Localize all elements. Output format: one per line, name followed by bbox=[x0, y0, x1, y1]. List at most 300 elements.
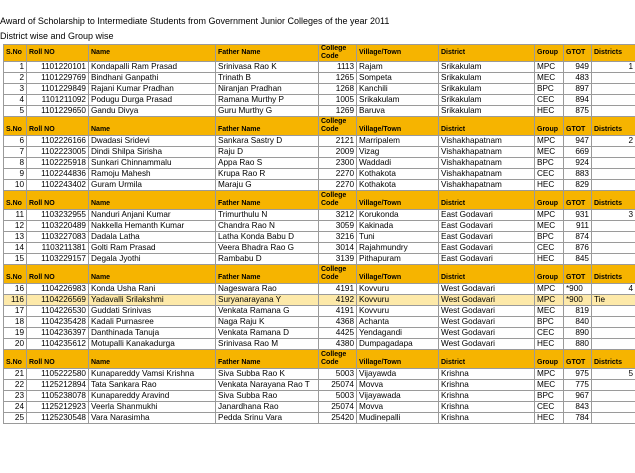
cell-districts: Tie bbox=[592, 295, 635, 306]
header-village: Village/Town bbox=[357, 45, 439, 62]
cell-father: Siva Subba Rao bbox=[216, 391, 319, 402]
cell-code: 3139 bbox=[319, 254, 357, 265]
header-father: Father Name bbox=[216, 117, 319, 136]
cell-roll: 1104236397 bbox=[27, 328, 89, 339]
cell-father: Venkata Ramana G bbox=[216, 306, 319, 317]
cell-roll: 1102223005 bbox=[27, 147, 89, 158]
cell-father: Trinath B bbox=[216, 73, 319, 84]
header-roll: Roll NO bbox=[27, 117, 89, 136]
cell-roll: 1103229157 bbox=[27, 254, 89, 265]
cell-districts bbox=[592, 106, 635, 117]
cell-father: Latha Konda Babu D bbox=[216, 232, 319, 243]
cell-gtot: 669 bbox=[564, 147, 592, 158]
cell-code: 3014 bbox=[319, 243, 357, 254]
cell-district: Krishna bbox=[439, 369, 535, 380]
header-father: Father Name bbox=[216, 350, 319, 369]
header-code-label: Code bbox=[321, 53, 339, 60]
cell-roll: 1105222580 bbox=[27, 369, 89, 380]
cell-districts bbox=[592, 169, 635, 180]
cell-gtot: 775 bbox=[564, 380, 592, 391]
cell-name: Dadala Latha bbox=[89, 232, 216, 243]
cell-district: Srikakulam bbox=[439, 95, 535, 106]
header-districts: Districts bbox=[592, 117, 635, 136]
header-district: District bbox=[439, 45, 535, 62]
cell-gtot: 949 bbox=[564, 62, 592, 73]
table-row bbox=[4, 95, 635, 106]
cell-gtot: 975 bbox=[564, 369, 592, 380]
cell-gtot: 924 bbox=[564, 158, 592, 169]
cell-sno: 4 bbox=[4, 95, 27, 106]
cell-districts bbox=[592, 391, 635, 402]
cell-group: BPC bbox=[535, 391, 564, 402]
table-row bbox=[4, 402, 635, 413]
header-gtot: GTOT bbox=[564, 350, 592, 369]
cell-sno: 15 bbox=[4, 254, 27, 265]
cell-gtot: 890 bbox=[564, 328, 592, 339]
cell-roll: 1104235428 bbox=[27, 317, 89, 328]
cell-name: Veerla Shanmukhi bbox=[89, 402, 216, 413]
cell-code: 2300 bbox=[319, 158, 357, 169]
cell-sno: 17 bbox=[4, 306, 27, 317]
header-gtot: GTOT bbox=[564, 265, 592, 284]
cell-roll: 1101229849 bbox=[27, 84, 89, 95]
cell-name: Podugu Durga Prasad bbox=[89, 95, 216, 106]
header-college-label: College bbox=[321, 351, 347, 358]
cell-name: Kunapareddy Vamsi Krishna bbox=[89, 369, 216, 380]
cell-districts: 5 bbox=[592, 369, 635, 380]
cell-code: 1268 bbox=[319, 84, 357, 95]
table-row bbox=[4, 62, 635, 73]
header-districts: Districts bbox=[592, 350, 635, 369]
header-village: Village/Town bbox=[357, 191, 439, 210]
cell-village: Marripalem bbox=[357, 136, 439, 147]
header-roll: Roll NO bbox=[27, 45, 89, 62]
table-row bbox=[4, 328, 635, 339]
header-college-label: College bbox=[321, 266, 347, 273]
table-row bbox=[4, 380, 635, 391]
cell-district: West Godavari bbox=[439, 328, 535, 339]
cell-sno: 18 bbox=[4, 317, 27, 328]
cell-code: 4425 bbox=[319, 328, 357, 339]
header-districts: Districts bbox=[592, 265, 635, 284]
cell-district: East Godavari bbox=[439, 221, 535, 232]
cell-districts bbox=[592, 380, 635, 391]
cell-village: Mudinepalli bbox=[357, 413, 439, 424]
cell-roll: 1102226166 bbox=[27, 136, 89, 147]
cell-sno: 21 bbox=[4, 369, 27, 380]
cell-village: Sompeta bbox=[357, 73, 439, 84]
cell-group: BPC bbox=[535, 317, 564, 328]
cell-code: 2121 bbox=[319, 136, 357, 147]
cell-village: Kothakota bbox=[357, 180, 439, 191]
cell-father: Pedda Srinu Vara bbox=[216, 413, 319, 424]
header-village: Village/Town bbox=[357, 350, 439, 369]
cell-village: Kothakota bbox=[357, 169, 439, 180]
header-college-code bbox=[319, 45, 357, 62]
cell-gtot: 883 bbox=[564, 169, 592, 180]
cell-group: MPC bbox=[535, 210, 564, 221]
table-row bbox=[4, 106, 635, 117]
cell-gtot: 840 bbox=[564, 317, 592, 328]
cell-group: HEC bbox=[535, 254, 564, 265]
table-row bbox=[4, 339, 635, 350]
cell-sno: 11 bbox=[4, 210, 27, 221]
cell-gtot: 819 bbox=[564, 306, 592, 317]
cell-districts bbox=[592, 180, 635, 191]
cell-roll: 1101229650 bbox=[27, 106, 89, 117]
cell-name: Degala Jyothi bbox=[89, 254, 216, 265]
cell-sno: 12 bbox=[4, 221, 27, 232]
cell-gtot: 829 bbox=[564, 180, 592, 191]
cell-roll: 1103220489 bbox=[27, 221, 89, 232]
cell-village: Vijayawda bbox=[357, 369, 439, 380]
cell-village: Kovvuru bbox=[357, 284, 439, 295]
cell-village: Rajahmundry bbox=[357, 243, 439, 254]
header-row bbox=[4, 117, 635, 136]
cell-districts: 2 bbox=[592, 136, 635, 147]
cell-sno: 1 bbox=[4, 62, 27, 73]
table-row bbox=[4, 221, 635, 232]
table-row bbox=[4, 254, 635, 265]
cell-father: Maraju G bbox=[216, 180, 319, 191]
cell-group: HEC bbox=[535, 180, 564, 191]
cell-sno: 6 bbox=[4, 136, 27, 147]
cell-district: Srikakulam bbox=[439, 73, 535, 84]
cell-code: 1269 bbox=[319, 106, 357, 117]
cell-code: 2270 bbox=[319, 180, 357, 191]
cell-district: Vishakhapatnam bbox=[439, 169, 535, 180]
cell-code: 5003 bbox=[319, 391, 357, 402]
cell-district: East Godavari bbox=[439, 243, 535, 254]
cell-sno: 16 bbox=[4, 284, 27, 295]
cell-roll: 1101211092 bbox=[27, 95, 89, 106]
cell-gtot: 931 bbox=[564, 210, 592, 221]
header-roll: Roll NO bbox=[27, 265, 89, 284]
cell-district: Vishakhapatnam bbox=[439, 158, 535, 169]
cell-roll: 1104226569 bbox=[27, 295, 89, 306]
cell-group: CEC bbox=[535, 243, 564, 254]
cell-group: HEC bbox=[535, 339, 564, 350]
title: Award of Scholarship to Intermediate Students from Government Junior Colleges of the year 2011 bbox=[0, 16, 390, 26]
cell-group: MEC bbox=[535, 306, 564, 317]
header-gtot: GTOT bbox=[564, 45, 592, 62]
table-row bbox=[4, 84, 635, 95]
cell-name: Dindi Shilpa Sirisha bbox=[89, 147, 216, 158]
cell-roll: 1104235612 bbox=[27, 339, 89, 350]
header-name: Name bbox=[89, 117, 216, 136]
cell-father: Appa Rao S bbox=[216, 158, 319, 169]
cell-districts bbox=[592, 95, 635, 106]
cell-village: Rajam bbox=[357, 62, 439, 73]
cell-district: Krishna bbox=[439, 391, 535, 402]
cell-roll: 1125212923 bbox=[27, 402, 89, 413]
cell-district: West Godavari bbox=[439, 284, 535, 295]
header-district: District bbox=[439, 191, 535, 210]
cell-name: Vara Narasimha bbox=[89, 413, 216, 424]
cell-sno: 3 bbox=[4, 84, 27, 95]
cell-roll: 1104226530 bbox=[27, 306, 89, 317]
header-sno: S.No bbox=[4, 350, 27, 369]
cell-name: Tata Sankara Rao bbox=[89, 380, 216, 391]
cell-group: HEC bbox=[535, 106, 564, 117]
cell-code: 5003 bbox=[319, 369, 357, 380]
cell-father: Rambabu D bbox=[216, 254, 319, 265]
cell-name: Yadavalli Srilakshmi bbox=[89, 295, 216, 306]
cell-name: Guram Urmila bbox=[89, 180, 216, 191]
cell-group: MPC bbox=[535, 62, 564, 73]
cell-gtot: 784 bbox=[564, 413, 592, 424]
table-row bbox=[4, 136, 635, 147]
header-roll: Roll NO bbox=[27, 191, 89, 210]
cell-sno: 9 bbox=[4, 169, 27, 180]
cell-code: 1113 bbox=[319, 62, 357, 73]
header-gtot: GTOT bbox=[564, 191, 592, 210]
cell-group: MEC bbox=[535, 221, 564, 232]
cell-father: Suryanarayana Y bbox=[216, 295, 319, 306]
cell-village: Yendagandi bbox=[357, 328, 439, 339]
cell-name: Kondapalli Ram Prasad bbox=[89, 62, 216, 73]
cell-districts bbox=[592, 243, 635, 254]
cell-district: Vishakhapatnam bbox=[439, 147, 535, 158]
cell-name: Bindhani Ganpathi bbox=[89, 73, 216, 84]
cell-sno: 116 bbox=[4, 295, 27, 306]
cell-roll: 1104226983 bbox=[27, 284, 89, 295]
cell-village: Movva bbox=[357, 402, 439, 413]
cell-village: Vijayawada bbox=[357, 391, 439, 402]
cell-code: 4191 bbox=[319, 306, 357, 317]
cell-districts: 1 bbox=[592, 62, 635, 73]
cell-roll: 1101229769 bbox=[27, 73, 89, 84]
cell-sno: 2 bbox=[4, 73, 27, 84]
cell-name: Gandu Divya bbox=[89, 106, 216, 117]
cell-sno: 7 bbox=[4, 147, 27, 158]
cell-code: 25074 bbox=[319, 402, 357, 413]
cell-father: Krupa Rao R bbox=[216, 169, 319, 180]
cell-village: Dumpagadapa bbox=[357, 339, 439, 350]
cell-father: Raju D bbox=[216, 147, 319, 158]
cell-code: 4380 bbox=[319, 339, 357, 350]
header-code-label: Code bbox=[321, 359, 339, 366]
cell-father: Nageswara Rao bbox=[216, 284, 319, 295]
cell-district: Srikakulam bbox=[439, 106, 535, 117]
header-code-label: Code bbox=[321, 274, 339, 281]
cell-code: 1265 bbox=[319, 73, 357, 84]
cell-code: 2270 bbox=[319, 169, 357, 180]
cell-name: Motupalli Kanakadurga bbox=[89, 339, 216, 350]
cell-gtot: 843 bbox=[564, 402, 592, 413]
table-row bbox=[4, 243, 635, 254]
cell-sno: 5 bbox=[4, 106, 27, 117]
header-code-label: Code bbox=[321, 200, 339, 207]
cell-gtot: *900 bbox=[564, 284, 592, 295]
cell-districts bbox=[592, 254, 635, 265]
cell-district: West Godavari bbox=[439, 339, 535, 350]
header-district: District bbox=[439, 265, 535, 284]
cell-district: Krishna bbox=[439, 402, 535, 413]
cell-code: 4191 bbox=[319, 284, 357, 295]
cell-gtot: 911 bbox=[564, 221, 592, 232]
cell-group: MEC bbox=[535, 73, 564, 84]
cell-district: Krishna bbox=[439, 380, 535, 391]
cell-name: Guddati Srinivas bbox=[89, 306, 216, 317]
cell-village: Waddadi bbox=[357, 158, 439, 169]
cell-code: 3216 bbox=[319, 232, 357, 243]
header-row bbox=[4, 191, 635, 210]
cell-district: East Godavari bbox=[439, 210, 535, 221]
table-row bbox=[4, 295, 635, 306]
cell-father: Venkata Ramana D bbox=[216, 328, 319, 339]
cell-village: Tuni bbox=[357, 232, 439, 243]
cell-gtot: 874 bbox=[564, 232, 592, 243]
cell-father: Veera Bhadra Rao G bbox=[216, 243, 319, 254]
cell-name: Golti Ram Prasad bbox=[89, 243, 216, 254]
header-sno: S.No bbox=[4, 265, 27, 284]
cell-roll: 1103227083 bbox=[27, 232, 89, 243]
cell-village: Movva bbox=[357, 380, 439, 391]
cell-roll: 1103211381 bbox=[27, 243, 89, 254]
header-father: Father Name bbox=[216, 45, 319, 62]
cell-name: Rajani Kumar Pradhan bbox=[89, 84, 216, 95]
cell-sno: 13 bbox=[4, 232, 27, 243]
header-group: Group bbox=[535, 350, 564, 369]
cell-village: Kakinada bbox=[357, 221, 439, 232]
cell-father: Trimurthulu N bbox=[216, 210, 319, 221]
cell-gtot: 875 bbox=[564, 106, 592, 117]
cell-group: MEC bbox=[535, 380, 564, 391]
cell-sno: 24 bbox=[4, 402, 27, 413]
cell-roll: 1125230548 bbox=[27, 413, 89, 424]
cell-group: MEC bbox=[535, 147, 564, 158]
cell-roll: 1125212894 bbox=[27, 380, 89, 391]
table-row bbox=[4, 169, 635, 180]
cell-gtot: 967 bbox=[564, 391, 592, 402]
cell-name: Ramoju Mahesh bbox=[89, 169, 216, 180]
cell-sno: 23 bbox=[4, 391, 27, 402]
cell-father: Siva Subba Rao K bbox=[216, 369, 319, 380]
header-gtot: GTOT bbox=[564, 117, 592, 136]
cell-sno: 25 bbox=[4, 413, 27, 424]
cell-gtot: 894 bbox=[564, 95, 592, 106]
cell-district: Vishakhapatnam bbox=[439, 180, 535, 191]
cell-roll: 1103232955 bbox=[27, 210, 89, 221]
cell-name: Kunapareddy Aravind bbox=[89, 391, 216, 402]
cell-village: Kovvuru bbox=[357, 306, 439, 317]
cell-code: 2009 bbox=[319, 147, 357, 158]
cell-name: Dwadasi Sridevi bbox=[89, 136, 216, 147]
header-group: Group bbox=[535, 45, 564, 62]
cell-districts bbox=[592, 413, 635, 424]
cell-districts bbox=[592, 221, 635, 232]
cell-name: Konda Usha Rani bbox=[89, 284, 216, 295]
header-college-label: College bbox=[321, 45, 347, 52]
cell-village: Vizag bbox=[357, 147, 439, 158]
cell-father: Chandra Rao N bbox=[216, 221, 319, 232]
cell-district: East Godavari bbox=[439, 254, 535, 265]
header-row bbox=[4, 265, 635, 284]
table-row bbox=[4, 73, 635, 84]
cell-group: MPC bbox=[535, 284, 564, 295]
cell-district: East Godavari bbox=[439, 232, 535, 243]
cell-code: 3212 bbox=[319, 210, 357, 221]
header-row bbox=[4, 350, 635, 369]
cell-code: 25074 bbox=[319, 380, 357, 391]
cell-district: Srikakulam bbox=[439, 84, 535, 95]
table-row bbox=[4, 180, 635, 191]
cell-sno: 20 bbox=[4, 339, 27, 350]
cell-sno: 8 bbox=[4, 158, 27, 169]
table-row bbox=[4, 158, 635, 169]
header-districts: Districts bbox=[592, 45, 635, 62]
header-college-label: College bbox=[321, 192, 347, 199]
cell-code: 4192 bbox=[319, 295, 357, 306]
header-sno: S.No bbox=[4, 191, 27, 210]
header-district: District bbox=[439, 117, 535, 136]
cell-roll: 1102243402 bbox=[27, 180, 89, 191]
cell-group: MPC bbox=[535, 369, 564, 380]
cell-name: Nakkella Hemanth Kumar bbox=[89, 221, 216, 232]
cell-district: Srikakulam bbox=[439, 62, 535, 73]
subtitle: District wise and Group wise bbox=[0, 31, 114, 41]
header-name: Name bbox=[89, 265, 216, 284]
cell-sno: 10 bbox=[4, 180, 27, 191]
header-college-code bbox=[319, 191, 357, 210]
cell-father: Srinivasa Rao K bbox=[216, 62, 319, 73]
table-row bbox=[4, 232, 635, 243]
cell-roll: 1101220101 bbox=[27, 62, 89, 73]
header-college-code bbox=[319, 350, 357, 369]
header-village: Village/Town bbox=[357, 265, 439, 284]
cell-districts bbox=[592, 158, 635, 169]
table-row bbox=[4, 391, 635, 402]
cell-father: Sankara Sastry D bbox=[216, 136, 319, 147]
cell-group: BPC bbox=[535, 158, 564, 169]
cell-districts bbox=[592, 232, 635, 243]
cell-districts bbox=[592, 339, 635, 350]
table-row bbox=[4, 284, 635, 295]
cell-districts bbox=[592, 402, 635, 413]
header-row bbox=[4, 45, 635, 62]
cell-code: 3059 bbox=[319, 221, 357, 232]
cell-father: Guru Murthy G bbox=[216, 106, 319, 117]
cell-village: Kanchili bbox=[357, 84, 439, 95]
cell-code: 1005 bbox=[319, 95, 357, 106]
cell-group: BPC bbox=[535, 84, 564, 95]
header-sno: S.No bbox=[4, 45, 27, 62]
header-group: Group bbox=[535, 265, 564, 284]
cell-gtot: *900 bbox=[564, 295, 592, 306]
cell-group: CEC bbox=[535, 402, 564, 413]
cell-district: Vishakhapatnam bbox=[439, 136, 535, 147]
cell-father: Ramana Murthy P bbox=[216, 95, 319, 106]
table-row bbox=[4, 147, 635, 158]
header-district: District bbox=[439, 350, 535, 369]
cell-gtot: 897 bbox=[564, 84, 592, 95]
header-college-code bbox=[319, 265, 357, 284]
header-roll: Roll NO bbox=[27, 350, 89, 369]
cell-father: Venkata Narayana Rao T bbox=[216, 380, 319, 391]
cell-father: Niranjan Pradhan bbox=[216, 84, 319, 95]
cell-gtot: 876 bbox=[564, 243, 592, 254]
header-name: Name bbox=[89, 191, 216, 210]
table-row bbox=[4, 369, 635, 380]
cell-name: Danthinada Tanuja bbox=[89, 328, 216, 339]
cell-gtot: 845 bbox=[564, 254, 592, 265]
cell-village: Korukonda bbox=[357, 210, 439, 221]
cell-districts bbox=[592, 147, 635, 158]
cell-name: Kadali Purnasree bbox=[89, 317, 216, 328]
header-father: Father Name bbox=[216, 265, 319, 284]
cell-code: 4368 bbox=[319, 317, 357, 328]
